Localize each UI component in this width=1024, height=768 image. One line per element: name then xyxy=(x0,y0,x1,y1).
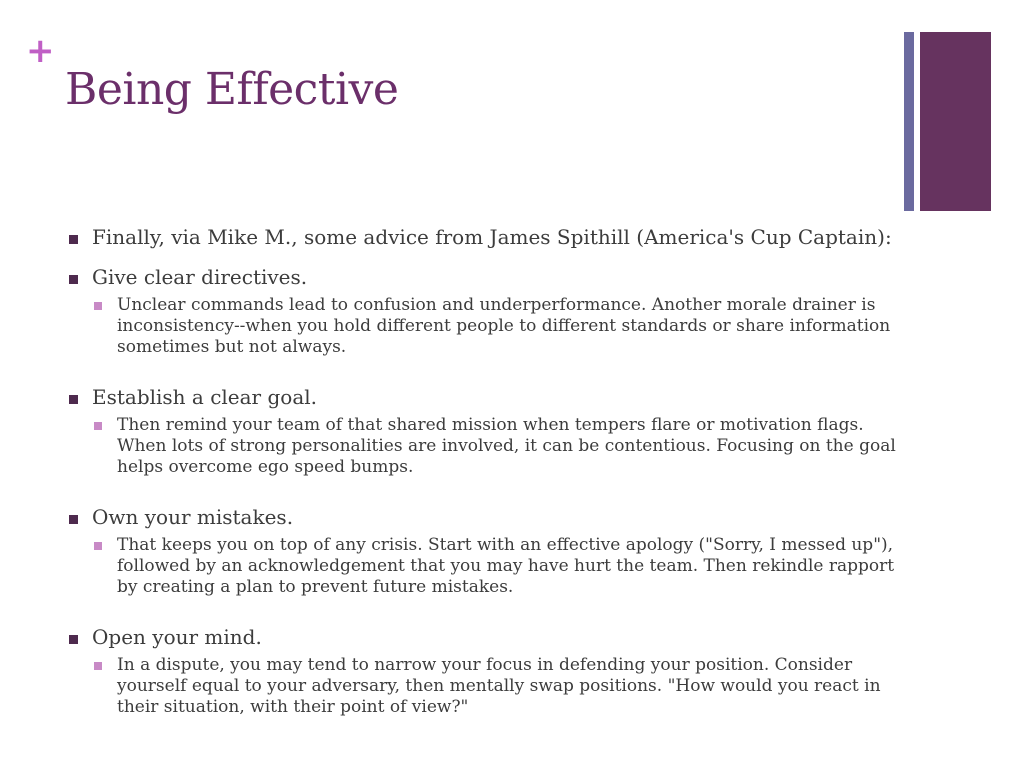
sub-bullet-give-clear-directives: Unclear commands lead to confusion and underperformance. Another morale drainer is inconsistency--when you hold different people to different standards or share information sometimes but not always. xyxy=(66,295,896,358)
bullet-intro: Finally, via Mike M., some advice from James Spithill (America's Cup Captain): xyxy=(66,226,896,248)
bullet-own-your-mistakes: Own your mistakes. xyxy=(66,506,896,528)
sub-bullet-establish-clear-goal: Then remind your team of that shared mission when tempers flare or motivation flags. When lots of strong personalities are involved, it can be contentious. Focusing on the goal helps overcome ego speed bumps. xyxy=(66,415,896,478)
bullet-give-clear-directives: Give clear directives. xyxy=(66,266,896,288)
accent-bar-thin xyxy=(904,32,914,211)
sub-bullet-open-your-mind: In a dispute, you may tend to narrow your focus in defending your position. Consider yourself equal to your adversary, then mentally swap positions. "How would you react in their situation, with their point of view?" xyxy=(66,655,896,718)
bullet-open-your-mind: Open your mind. xyxy=(66,626,896,648)
sub-bullet-own-your-mistakes: That keeps you on top of any crisis. Start with an effective apology ("Sorry, I messed up"), followed by an acknowledgement that you may have hurt the team. Then rekindle rapport by creating a plan to prevent future mistakes. xyxy=(66,535,896,598)
bullet-establish-clear-goal: Establish a clear goal. xyxy=(66,386,896,408)
accent-bar-thick xyxy=(920,32,991,211)
plus-icon: + xyxy=(26,31,55,71)
slide-body xyxy=(66,226,896,746)
slide-title: Being Effective xyxy=(65,64,399,115)
